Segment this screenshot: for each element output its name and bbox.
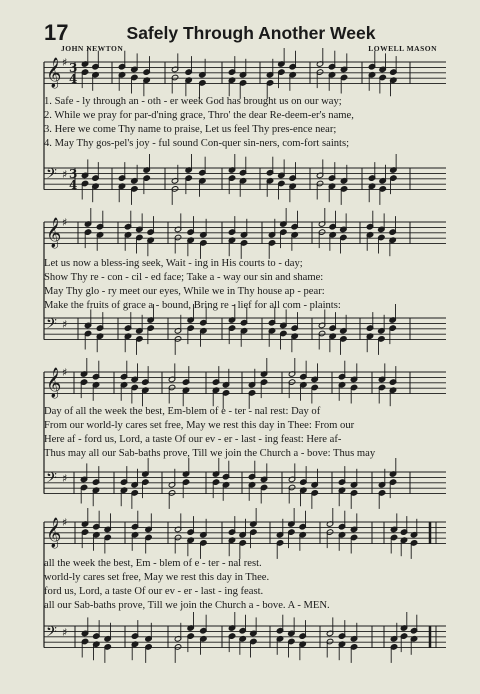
- key-signature-sharp: ♯: [62, 366, 68, 379]
- lyric-line: world-ly cares set free, May we rest this day in Thee.: [44, 572, 270, 583]
- key-signature-sharp: ♯: [62, 626, 68, 639]
- lyric-line: May Thy glo - ry meet our eyes, While we in Thy house ap - pear:: [44, 286, 325, 297]
- lyric-line: 2. While we pray for par-d'ning grace, Thro' the dear Re-deem-er's name,: [44, 110, 354, 121]
- lyric-line: Let us now a bless-ing seek, Wait - ing in His courts to - day;: [44, 258, 303, 269]
- lyric-line: From our world-ly cares set free, May we rest this day in Thee: From our: [44, 420, 355, 431]
- lyric-line: all the week the best, Em - blem of e - ter - nal rest.: [44, 558, 262, 569]
- key-signature-sharp: ♯: [62, 472, 68, 485]
- lyric-line: 4. May Thy gos-pel's joy - ful sound Con-quer sin-ners, com-fort saints;: [44, 138, 350, 149]
- hymn-number: 17: [44, 20, 69, 45]
- key-signature-sharp: ♯: [62, 216, 68, 229]
- lyric-line: Here af - ford us, Lord, a taste Of our ev - er - last - ing feast: Here af-: [44, 434, 342, 445]
- hymn-title: Safely Through Another Week: [126, 23, 376, 43]
- bass-clef: 𝄢: [46, 316, 57, 336]
- time-signature: 4: [69, 72, 78, 86]
- lyric-line: 1. Safe - ly through an - oth - er week God has brought us on our way;: [44, 96, 342, 107]
- author-credit: JOHN NEWTON: [61, 44, 124, 53]
- time-signature: 4: [69, 178, 78, 192]
- treble-clef: 𝄞: [46, 218, 62, 248]
- bass-clef: 𝄢: [46, 470, 57, 490]
- key-signature-sharp: ♯: [62, 56, 68, 69]
- composer-credit: LOWELL MASON: [368, 44, 437, 53]
- key-signature-sharp: ♯: [62, 318, 68, 331]
- lyric-line: Day of all the week the best, Em-blem of e - ter - nal rest: Day of: [44, 406, 321, 417]
- lyric-line: Thus may all our Sab-baths prove, Till we join the Church a - bove: Thus may: [44, 448, 376, 459]
- treble-clef: 𝄞: [46, 368, 62, 398]
- lyric-line: all our Sab-baths prove, Till we join the Church a - bove. A - MEN.: [44, 600, 330, 611]
- lyric-line: Make the fruits of grace a - bound, Bring re - lief for all com - plaints:: [44, 300, 341, 311]
- bass-clef: 𝄢: [46, 624, 57, 644]
- lyric-line: ford us, Lord, a taste Of our ev - er - last - ing feast.: [44, 586, 264, 597]
- time-signature: 3: [69, 167, 78, 181]
- lyric-line: 3. Here we come Thy name to praise, Let us feel Thy pres-ence near;: [44, 124, 337, 135]
- key-signature-sharp: ♯: [62, 516, 68, 529]
- time-signature: 3: [69, 61, 78, 75]
- key-signature-sharp: ♯: [62, 168, 68, 181]
- treble-clef: 𝄞: [46, 58, 62, 88]
- bass-clef: 𝄢: [46, 166, 57, 186]
- lyric-line: Show Thy re - con - cil - ed face; Take a - way our sin and shame:: [44, 272, 324, 283]
- treble-clef: 𝄞: [46, 518, 62, 548]
